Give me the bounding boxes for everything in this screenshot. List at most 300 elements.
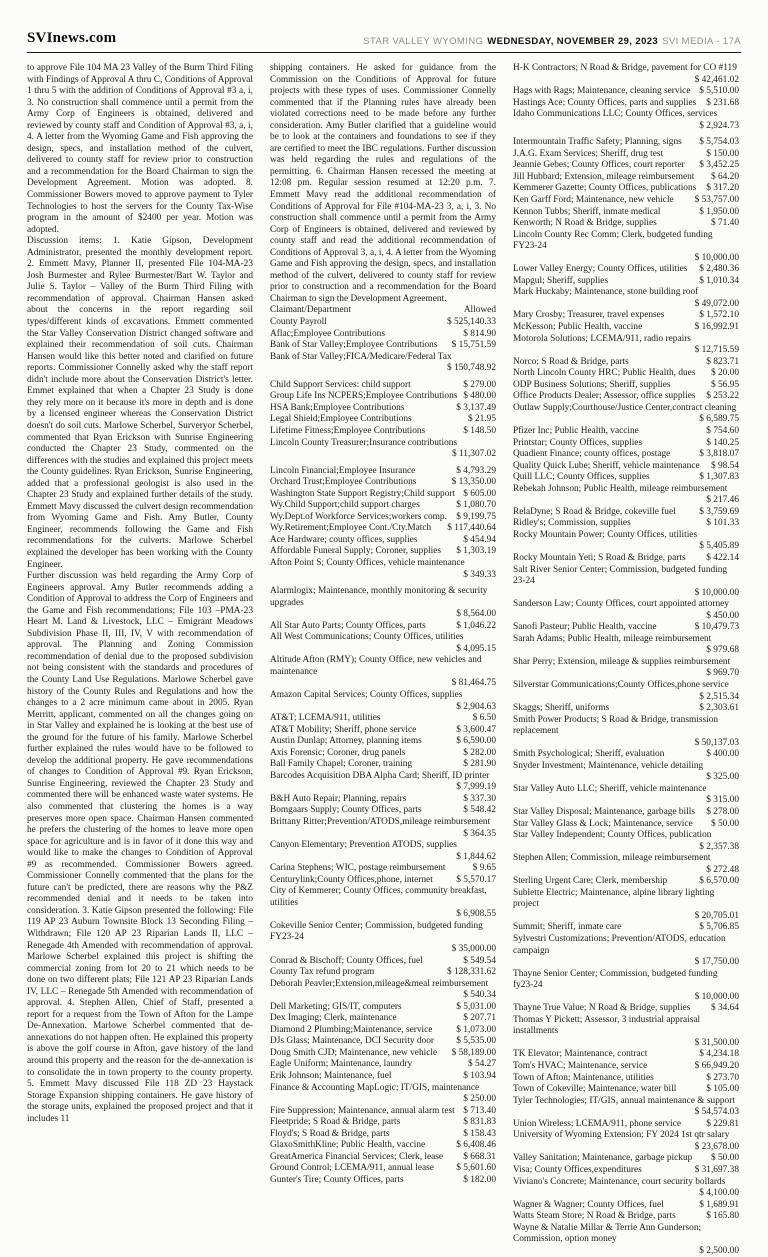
claimant-name: County Tax refund program [270, 967, 375, 978]
claimant-name: North Lincoln County HRC; Public Health, dues [513, 368, 696, 379]
claim-row [513, 634, 739, 657]
claim-amount: $ 81,464.75 [451, 678, 496, 689]
claim-row [513, 149, 739, 161]
claim-amount: $ 1,689.91 [699, 1199, 739, 1210]
claimant-name: AT&T Mobility; Sheriff, phone service [270, 724, 417, 735]
claimant-name: Viviano's Concrete; Maintenance, court security bollards [513, 1176, 726, 1187]
claimant-name: Quality Quick Lube; Sheriff, vehicle maintenance [513, 460, 700, 471]
claim-row [513, 1049, 739, 1061]
claim-row [513, 518, 739, 530]
claim-row [270, 414, 496, 426]
claimant-name: Sublette Electric; Maintenance, alpine library lighting project [513, 887, 715, 910]
claim-row [513, 368, 739, 380]
claimant-name: Tom's HVAC; Maintenance, service [513, 1061, 648, 1072]
claimant-name: Orchard Trust;Employee Contributions [270, 477, 417, 488]
claim-amount: $ 5,405.89 [699, 541, 739, 552]
claim-amount: $ 349.33 [463, 569, 496, 580]
claim-row [270, 500, 496, 512]
claim-row [513, 888, 739, 923]
claim-amount: $ 253.22 [706, 391, 739, 402]
claim-amount: $ 1,572.10 [699, 310, 739, 321]
claimant-name: Eagle Uniform; Maintenance, laundry [270, 1059, 413, 1070]
claim-amount: $ 337.30 [463, 793, 496, 804]
claim-amount: $ 454.94 [463, 534, 496, 545]
claim-amount: $ 53,757.00 [694, 195, 739, 206]
claim-amount: $ 823.71 [706, 356, 739, 367]
claimant-name: Washington State Support Registry;Child support [270, 488, 456, 499]
claimant-name: Town of Cokeville; Maintenance, water bill [513, 1084, 677, 1095]
claim-row [270, 886, 496, 921]
claim-row [270, 586, 496, 621]
claim-row [513, 218, 739, 230]
claim-amount: $ 1,844.62 [456, 851, 496, 862]
claimant-name: Bank of Star Valley;Employee Contributions [270, 340, 438, 351]
claim-row [513, 334, 739, 357]
claim-amount: $ 1,073.00 [456, 1024, 496, 1035]
claim-amount: $ 103.94 [463, 1071, 496, 1082]
claim-row [513, 784, 739, 807]
claim-row [270, 748, 496, 760]
claimant-name: Bank of Star Valley;FICA/Medicare/Federal Tax [270, 351, 452, 362]
claimant-name: Austin Dunlap; Attorney, planning items [270, 736, 422, 747]
claim-row [270, 1117, 496, 1129]
claim-row [270, 438, 496, 461]
claim-row [513, 1200, 739, 1212]
claim-row [270, 1106, 496, 1118]
claimant-name: City of Kemmerer; County Offices, community breakfast, utilities [270, 886, 487, 908]
claim-row [513, 1177, 739, 1200]
article-column-2 [270, 63, 496, 1185]
claim-amount: $ 229.81 [706, 1118, 739, 1129]
claim-amount: $ 54,574.03 [694, 1107, 739, 1118]
claim-row [270, 759, 496, 771]
claimant-name: Pfizer Inc; Public Health, vaccine [513, 425, 639, 436]
claim-row [513, 207, 739, 219]
article-paragraph: Further discussion was held regarding the Army Corp of Engineers approval. Amy Butler recommends adding a Condition of Approval to address the Corp of Engineers and the Game and Fish recommendations; File 103 –PMA-23 Heart M. Land & Livestock, LLC – Emigrant Meadows Subdivision Phase II, III, IV, V with recommendation of approval. The Planning and Zoning Commission recommendation of denial due to the proposed subdivision not being consistent with the standards and procedures of the County Land Use Regulations. Marlowe Scherbel gave history of the County Rules and Regulations and how the changes to a 2 acre minimum came about in 2005. Ryan Merritt, applicant, commented on all the changes going on in Star Valley and explained he is looking at the best use of the ground for the future of his family. Marlowe Scherbel further explained the rules would have to be followed to develop the additional property. He gave recommendations of changes to Condition of Approval #9. Ryan Erickson, Sunrise Engineering, reviewed the Chapter 23 Study and commented there will be enhanced waste water systems. He also commented that clustering the homes is a way preserves more open space. Chairman Hansen commented he prefers the clustering of the homes to leave more open space for agriculture and is in favor of it done this way and would like to make the changes to Condition of Approval #9 as recommended. Commissioner Bowers agreed. Commissioner Connelly commented that the plans for the future can't be predicted, there are reasons why the P&Z recommended denial and it needs to be taken into consideration. 3. Katie Gipson presented the following: File 119 AP 23 Auburn Townsite Block 13 Seconding Filing – Withdrawn; File 120 AP 23 Riparian Lands II, LLC – Renegade 4th Amended with recommendation of approval. Marlowe Scherbel explained this project is shifting the commercial zoning from lot 20 to 21 which needs to be done on two different plats; File 121 AP 23 Riparian Lands IV, LLC – Renegade 5th Amended with recommendation of approval. 4. Stephen Allen, Chief of Staff, presented a report for a request from the Town of Afton for the Lampe De-Annexation. Marlowe Scherbel commented that de-annexations do not happen often. He explained this property is above the golf course in Afton, gave history of the land around this property and the reason for the de-annexation is to consolidate the in town property to the county property. 5. Emmett Mavy discussed File 118 ZD 23 Haystack Storage Expansion shipping containers. He gave history of the storage units, explained the proposed project and that it includes 11 [27, 571, 253, 1124]
claimant-name: Lower Valley Energy; County Offices, utilities [513, 264, 688, 275]
claim-row [270, 771, 496, 794]
claim-row [270, 1025, 496, 1037]
claimant-name: Affordable Funeral Supply; Coroner, supplies [270, 546, 441, 557]
claim-amount: $ 3,600.47 [456, 724, 496, 735]
claimant-name: Summit; Sheriff, inmate care [513, 922, 622, 933]
claim-row [270, 1163, 496, 1175]
claimant-name: Child Support Services: child support [270, 379, 411, 390]
claimant-name: University of Wyoming Extension; FY 2024 1st qtr salary [513, 1130, 730, 1141]
claim-amount: $ 21.95 [467, 414, 496, 425]
claim-amount: $ 979.68 [706, 645, 739, 656]
claim-row [513, 807, 739, 819]
claim-amount: $ 450.00 [706, 610, 739, 621]
claim-row [513, 137, 739, 149]
claim-amount: $ 668.31 [463, 1151, 496, 1162]
claim-row [270, 690, 496, 713]
claim-amount: $ 150,748.92 [446, 363, 496, 374]
claimant-name: Smith Power Products; S Road & Bridge, transmission replacement [513, 714, 719, 737]
claimant-name: Office Products Dealer; Assessor, office supplies [513, 391, 696, 402]
claims-header-allowed: Allowed [463, 305, 496, 316]
claim-amount: $ 49,072.00 [694, 298, 739, 309]
claim-amount: $ 325.00 [706, 772, 739, 783]
dateline-location: STAR VALLEY WYOMING [363, 36, 484, 47]
claimant-name: Ridley's; Commission, supplies [513, 518, 631, 529]
claimant-name: Barcodes Acquisition DBA Alpha Card; Sheriff, ID printer [270, 770, 490, 781]
claim-amount: $ 50.00 [710, 818, 739, 829]
claim-row [513, 1211, 739, 1223]
claim-row [270, 1048, 496, 1060]
claimant-name: Rocky Mountain Yeti; S Road & Bridge, parts [513, 552, 686, 563]
claim-row [270, 863, 496, 875]
claimant-name: Erik Johnson; Maintenance, fuel [270, 1071, 392, 1082]
claim-amount: $ 34.64 [710, 1003, 739, 1014]
claimant-name: Diamond 2 Plumbing;Maintenance, service [270, 1024, 433, 1035]
claim-amount: $ 6,570.00 [699, 876, 739, 887]
claim-row [270, 632, 496, 655]
claim-row [270, 391, 496, 403]
claim-amount: $ 15,751.59 [451, 340, 496, 351]
claim-row [513, 969, 739, 1004]
claimant-name: Ground Control; LCEMA/911, annual lease [270, 1163, 434, 1174]
claim-amount: $ 5,706.85 [699, 922, 739, 933]
claimant-name: County Payroll [270, 317, 327, 328]
claim-amount: $ 5,535.00 [456, 1036, 496, 1047]
claim-amount: $ 182.00 [463, 1174, 496, 1185]
claim-row [513, 322, 739, 334]
claim-amount: $ 4,100.00 [699, 1188, 739, 1199]
claimant-name: Centurylink;County Offices,phone, internet [270, 874, 433, 885]
claim-amount: $ 148.50 [463, 425, 496, 436]
claimant-name: Bomgaars Supply; County Offices, parts [270, 805, 422, 816]
claim-amount: $ 117,440.64 [447, 523, 496, 534]
claim-row [513, 380, 739, 392]
claim-row [513, 461, 739, 473]
claim-row [513, 1061, 739, 1073]
claimant-name: Brittany Ritter;Prevention/ATODS,mileage reimbursement [270, 817, 491, 827]
claim-row [513, 195, 739, 207]
claimant-name: Stephen Allen; Commission, mileage reimbursement [513, 853, 711, 864]
claim-row [513, 553, 739, 565]
claimant-name: TK Elevator; Maintenance, contract [513, 1049, 648, 1060]
claim-row [270, 805, 496, 817]
claimant-name: Watts Steam Store; N Road & Bridge, parts [513, 1211, 676, 1222]
claim-row [513, 403, 739, 426]
claimant-name: Lincoln County Rec Comm; Clerk, budgeted funding FY23-24 [513, 229, 713, 252]
dateline-page-number: SVI MEDIA - 17A [662, 36, 741, 47]
claimant-name: HSA Bank;Employee Contributions [270, 402, 405, 413]
claim-amount: $ 71.40 [710, 218, 739, 229]
claim-amount: $ 6,589.75 [699, 414, 739, 425]
claim-row [513, 1153, 739, 1165]
claim-row [270, 403, 496, 415]
claimant-name: Star Valley Disposal; Maintenance, garbage bills [513, 807, 695, 817]
claim-row [513, 1130, 739, 1153]
claim-row [270, 736, 496, 748]
claim-row [270, 523, 496, 535]
claimant-name: Dex Imaging; Clerk, maintenance [270, 1013, 397, 1024]
claim-amount: $ 3,759.69 [699, 506, 739, 517]
claim-amount: $ 10,000.00 [694, 991, 739, 1002]
claim-amount: $ 549.54 [463, 955, 496, 966]
claim-amount: $ 6,590.00 [456, 736, 496, 747]
claim-row [270, 558, 496, 581]
claimant-name: Conrad & Bischoff; County Offices, fuel [270, 955, 423, 966]
claim-row [270, 317, 496, 329]
claim-row [513, 357, 739, 369]
claim-amount: $ 54.27 [467, 1059, 496, 1070]
claim-row [270, 967, 496, 979]
claimant-name: Skaggs; Sheriff, uniforms [513, 703, 610, 714]
claim-amount: $ 10,000.00 [694, 587, 739, 598]
claims-list-part-1 [270, 317, 496, 1186]
claimant-name: Ken Garff Ford; Maintenance, new vehicle [513, 195, 674, 206]
claims-header-claimant: Claimant/Department [270, 305, 351, 316]
claimant-name: J.A.G. Exam Services; Sheriff, drug test [513, 148, 664, 159]
claimant-name: Rebekah Johnson; Public Health, mileage reimbursement [513, 483, 728, 494]
claim-row [270, 1013, 496, 1025]
claim-row [513, 426, 739, 438]
claim-row [270, 546, 496, 558]
claimant-name: Printstar; County Offices, supplies [513, 437, 643, 448]
claim-row [270, 621, 496, 633]
claimant-name: Visa; County Offices,expenditures [513, 1164, 642, 1175]
claim-amount: $ 150.00 [706, 148, 739, 159]
claim-row [270, 340, 496, 352]
claim-row [270, 1002, 496, 1014]
claimant-name: Carina Stephens; WIC, postage reimbursement [270, 863, 446, 874]
claim-row [513, 761, 739, 784]
claim-row [513, 183, 739, 195]
claim-row [270, 1059, 496, 1071]
claimant-name: Fleetpride; S Road & Bridge, parts [270, 1117, 401, 1128]
claim-row [270, 875, 496, 887]
site-name: SVInews.com [27, 30, 117, 46]
claim-amount: $ 23,678.00 [694, 1141, 739, 1152]
claims-table-header [270, 305, 496, 317]
claim-amount: $ 12,715.59 [694, 345, 739, 356]
claim-amount: $ 31,697.38 [694, 1164, 739, 1175]
claim-amount: $ 7,999.19 [456, 782, 496, 793]
article-body [27, 63, 741, 1256]
claim-row [513, 276, 739, 288]
claimant-name: Lincoln Financial;Employee Insurance [270, 465, 416, 476]
claim-row [270, 1140, 496, 1152]
claims-list-part-2 [513, 63, 739, 1257]
claimant-name: Ball Family Chapel; Coroner, training [270, 759, 413, 770]
claim-amount: $ 5,510.00 [699, 86, 739, 97]
dateline-date: WEDNESDAY, NOVEMBER 29, 2023 [487, 36, 659, 47]
claimant-name: All Star Auto Parts; County Offices, parts [270, 620, 426, 631]
claim-row [270, 817, 496, 840]
claimant-name: Dell Marketing; GIS/IT, computers [270, 1001, 402, 1012]
claim-row [513, 1223, 739, 1257]
claim-row [270, 921, 496, 956]
claimant-name: Mark Huckaby; Maintenance, stone building roof [513, 287, 699, 298]
claimant-name: Sanofi Pasteur; Public Health, vaccine [513, 622, 657, 633]
claim-amount: $ 540.34 [463, 990, 496, 1001]
claim-row [513, 599, 739, 622]
claimant-name: Gunter's Tire; County Offices, parts [270, 1174, 404, 1185]
claim-row [513, 1084, 739, 1096]
claim-row [513, 1073, 739, 1085]
claim-amount: $ 56.95 [710, 379, 739, 390]
claimant-name: Star Valley Glass & Lock; Maintenance, service [513, 818, 693, 829]
claim-amount: $ 6,908.55 [456, 909, 496, 920]
claim-amount: $ 278.00 [706, 807, 739, 817]
claim-amount: $ 364.35 [463, 828, 496, 839]
claim-amount: $ 4,234.18 [699, 1049, 739, 1060]
claimant-name: Snyder Investment; Maintenance, vehicle detailing [513, 760, 704, 771]
claimant-name: Jill Hubbard; Extension, mileage reimbursement [513, 171, 695, 182]
claim-amount: $ 5,601.60 [456, 1163, 496, 1174]
claimant-name: Idaho Communications LLC; County Offices, services [513, 109, 718, 120]
claimant-name: Doug Smith CJD; Maintenance, new vehicle [270, 1047, 438, 1058]
claim-amount: $ 50.00 [710, 1153, 739, 1164]
claimant-name: McKesson; Public Health, vaccine [513, 322, 643, 333]
claim-row [270, 713, 496, 725]
claim-amount: $ 272.48 [706, 864, 739, 875]
claim-row [270, 725, 496, 737]
claimant-name: Kemmerer Gazette; County Offices, publications [513, 183, 697, 194]
claim-amount: $ 35,000.00 [451, 944, 496, 955]
claim-amount: $ 217.46 [706, 495, 739, 506]
claim-amount: $ 1,046.22 [456, 620, 496, 631]
claim-row [270, 477, 496, 489]
claim-amount: $ 1,307.83 [699, 472, 739, 483]
claim-row [270, 329, 496, 341]
claimant-name: Wayne & Natalie Millar & Terrie Ann Gunderson; Commission, option money [513, 1222, 702, 1245]
claimant-name: Altitude Afton (RMY); County Office, new vehicles and maintenance [270, 655, 482, 677]
claim-amount: $ 58,189.00 [451, 1047, 496, 1058]
claim-row [513, 264, 739, 276]
claim-amount: $ 66,949.20 [694, 1061, 739, 1072]
claim-amount: $ 754.60 [706, 425, 739, 436]
claimant-name: Legal Shield;Employee Contributions [270, 414, 412, 425]
claimant-name: Deborah Peavler;Extension,mileage&meal reimbursement [270, 978, 489, 989]
claimant-name: Sanderson Law; County Offices, court appointed attorney [513, 599, 729, 610]
claimant-name: Aflac;Employee Contributions [270, 328, 385, 339]
claim-amount: $ 5,031.00 [456, 1001, 496, 1012]
claim-row [270, 1036, 496, 1048]
claimant-name: Valley Sanitation; Maintenance, garbage pickup [513, 1153, 693, 1164]
claim-amount: $ 231.68 [706, 97, 739, 108]
claimant-name: Quill LLC; County Offices, supplies [513, 472, 650, 483]
claimant-name: Tyler Technologies; IT/GIS, annual maintenance & support [513, 1095, 735, 1106]
claim-amount: $ 1,950.00 [699, 206, 739, 217]
claim-row [270, 466, 496, 478]
claimant-name: Thayne Senior Center; Commission, budgeted funding fy23-24 [513, 968, 718, 991]
claim-amount: $ 273.70 [706, 1072, 739, 1083]
article-column-3 [513, 63, 739, 1256]
claimant-name: Silverstar Communications;County Offices,phone service [513, 679, 729, 690]
claim-amount: $ 4,793.29 [456, 465, 496, 476]
claim-row [513, 172, 739, 184]
claimant-name: Cokeville Senior Center; Commission, budgeted funding FY23-24 [270, 920, 483, 943]
claimant-name: Floyd's; S Road & Bridge, parts [270, 1128, 390, 1139]
claimant-name: Wy.Retirement;Employee Cont./Cty.Match [270, 523, 432, 534]
claim-row [513, 438, 739, 450]
claim-amount: $ 10,000.00 [694, 252, 739, 263]
claimant-name: Kenworth; N Road & Bridge, supplies [513, 218, 657, 229]
claim-amount: $ 16,992.91 [694, 322, 739, 333]
claimant-name: All West Communications; County Offices, utilities [270, 632, 464, 643]
claim-row [513, 876, 739, 888]
claim-row [513, 484, 739, 507]
claimant-name: Ace Hardware; county offices, supplies [270, 534, 418, 545]
claimant-name: Mary Crosby; Treasurer, travel expenses [513, 310, 665, 321]
claimant-name: Hags with Rags; Maintenance, cleaning service [513, 86, 691, 97]
claimant-name: DJs Glass; Maintenance, DCI Security door [270, 1036, 435, 1047]
claim-amount: $ 165.80 [706, 1211, 739, 1222]
claim-row [513, 922, 739, 934]
claim-row [270, 352, 496, 375]
claim-amount: $ 98.54 [710, 460, 739, 471]
claim-amount: $ 3,137.49 [456, 402, 496, 413]
claim-row [513, 819, 739, 831]
claim-row [513, 1003, 739, 1015]
claim-row [270, 535, 496, 547]
claim-row [513, 1119, 739, 1131]
claim-amount: $ 605.00 [463, 488, 496, 499]
claim-amount: $ 11,307.02 [451, 449, 496, 460]
claimant-name: Amazon Capital Services; County Offices, supplies [270, 689, 463, 700]
claim-row [513, 160, 739, 172]
claimant-name: Star Valley Independent; County Offices, publication [513, 830, 712, 841]
claim-row [513, 530, 739, 553]
claim-amount: $ 281.90 [463, 759, 496, 770]
claimant-name: Norco; S Road & Bridge, parts [513, 356, 629, 367]
claim-amount: $ 2,924.73 [699, 120, 739, 131]
claim-amount: $ 250.00 [463, 1094, 496, 1105]
claimant-name: Salt River Senior Center; Commission, budgeted funding 23-24 [513, 564, 728, 587]
claimant-name: H-K Contractors; N Road & Bridge, pavement for CO #119 [513, 63, 737, 73]
claim-row [270, 840, 496, 863]
claim-row [270, 426, 496, 438]
claimant-name: Afton Point S; County Offices, vehicle maintenance [270, 557, 465, 568]
claimant-name: Thomas Y Pickett; Assessor, 3 industrial appraisal installments [513, 1014, 701, 1037]
claim-row [513, 63, 739, 86]
claimant-name: B&H Auto Repair; Planning, repairs [270, 793, 407, 804]
claim-amount: $ 105.00 [706, 1084, 739, 1095]
masthead [27, 30, 741, 53]
claim-amount: $ 400.00 [706, 749, 739, 760]
claim-row [513, 98, 739, 110]
claimant-name: Intermountain Traffic Safety; Planning, signs [513, 137, 682, 148]
claim-amount: $ 4,095.15 [456, 643, 496, 654]
claimant-name: Canyon Elementary; Prevention ATODS, supplies [270, 840, 457, 851]
claim-amount: $ 31,500.00 [694, 1037, 739, 1048]
claimant-name: Lifetime Fitness;Employee Contributions [270, 425, 426, 436]
claim-row [513, 1165, 739, 1177]
claim-amount: $ 3,818.07 [699, 449, 739, 460]
claimant-name: GlaxoSmithKline; Public Health, vaccine [270, 1140, 426, 1151]
claimant-name: GreatAmerica Financial Services; Clerk, lease [270, 1151, 444, 1162]
claimant-name: Quadient Finance; county offices, postage [513, 449, 671, 460]
claim-amount: $ 207.71 [463, 1013, 496, 1024]
claim-amount: $ 20.00 [710, 368, 739, 379]
claimant-name: Town of Afton; Maintenance, utilities [513, 1072, 654, 1083]
claim-amount: $ 548.42 [463, 805, 496, 816]
claim-amount: $ 10,479.73 [694, 622, 739, 633]
claim-row [270, 979, 496, 1002]
claimant-name: Sarah Adams; Public Health, mileage reimbursement [513, 633, 712, 644]
claim-amount: $ 5,754.03 [699, 137, 739, 148]
claim-row [513, 1015, 739, 1050]
claim-amount: $ 713.40 [463, 1105, 496, 1116]
claim-row [513, 622, 739, 634]
claim-row [270, 1071, 496, 1083]
claim-amount: $ 2,303.61 [699, 703, 739, 714]
claim-row [513, 310, 739, 322]
